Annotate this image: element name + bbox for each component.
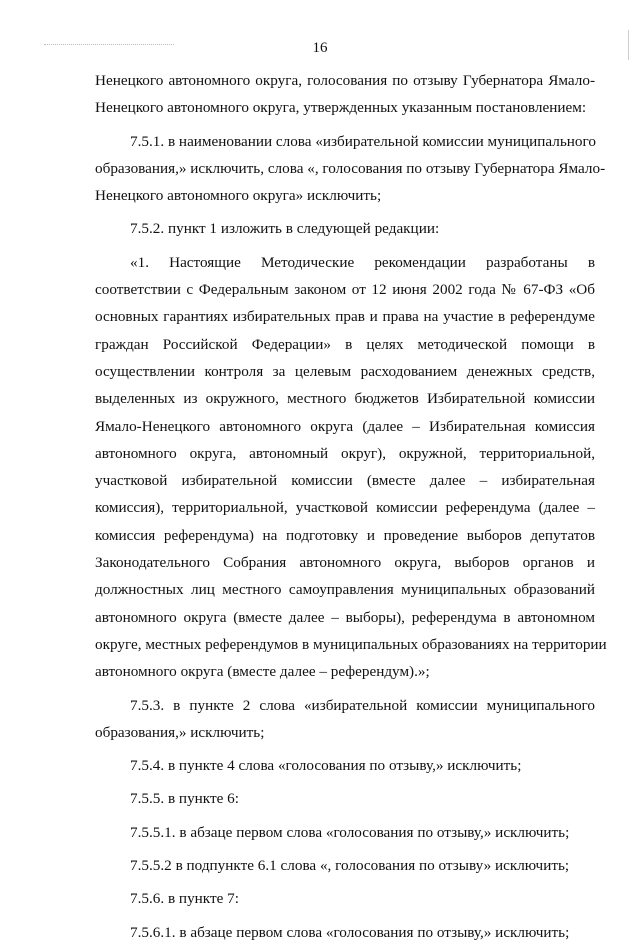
text-line: автономного округа, автономный округ), окружной, территориальной, <box>95 444 595 462</box>
text-line: соответствии с Федеральным законом от 12 июня 2002 года № 67-ФЗ «Об <box>95 281 595 299</box>
text-line: автономного округа (вместе далее – референдум).»; <box>95 663 430 681</box>
paragraph <box>95 128 606 210</box>
text-line: Ямало-Ненецкого автономного округа (далее – Избирательная комиссия <box>95 417 595 435</box>
text-line: 7.5.5.1. в абзаце первом слова «голосования по отзыву,» исключить; <box>130 823 570 841</box>
paragraph <box>95 249 607 686</box>
page-number: 16 <box>312 40 328 56</box>
text-line: 7.5.3. в пункте 2 слова «избирательной комиссии муниципального <box>130 696 595 714</box>
text-line: 7.5.1. в наименовании слова «избирательной комиссии муниципального <box>130 132 596 150</box>
text-line: участковой избирательной комиссии (вместе далее – избирательная <box>95 472 595 490</box>
text-line: «1. Настоящие Методические рекомендации разработаны в <box>130 253 595 271</box>
text-line: 7.5.5.2 в подпункте 6.1 слова «, голосования по отзыву» исключить; <box>130 857 570 875</box>
text-line: основных гарантиях избирательных прав и права на участие в референдуме <box>95 308 595 326</box>
text-line: осуществлении контроля за целевым расходованием денежных средств, <box>95 362 595 380</box>
text-line: 7.5.6.1. в абзаце первом слова «голосования по отзыву,» исключить; <box>130 923 570 941</box>
paragraph <box>95 852 595 879</box>
text-line: Ненецкого автономного округа, утвержденных указанным постановлением: <box>95 99 587 117</box>
text-line: комиссия референдума) на подготовку и проведение выборов депутатов <box>95 526 595 544</box>
text-line: образования,» исключить, слова «, голосования по отзыву Губернатора Ямало- <box>95 159 606 177</box>
paragraph <box>95 819 595 846</box>
paragraph <box>95 692 595 747</box>
text-line: комиссия), территориальной, участковой комиссии референдума (далее – <box>95 499 595 517</box>
text-line: 7.5.2. пункт 1 изложить в следующей редакции: <box>130 220 440 238</box>
text-line: Ненецкого автономного округа, голосования по отзыву Губернатора Ямало- <box>95 72 595 89</box>
text-line: 7.5.4. в пункте 4 слова «голосования по отзыву,» исключить; <box>130 757 522 775</box>
document-body <box>95 67 607 946</box>
text-line: округе, местных референдумов в муниципальных образованиях на территории <box>95 635 607 653</box>
paragraph <box>95 885 595 912</box>
text-line: 7.5.5. в пункте 6: <box>130 790 239 808</box>
paragraph <box>95 752 595 779</box>
paragraph <box>95 67 595 122</box>
paragraph <box>95 919 595 946</box>
text-line: автономного округа (вместе далее – выборы), референдума в автономном <box>95 608 595 626</box>
paragraph <box>95 215 595 242</box>
text-line: граждан Российской Федерации» в целях методической помощи в <box>95 335 595 353</box>
text-line: выделенных из окружного, местного бюджетов Избирательной комиссии <box>95 390 595 408</box>
text-line: Ненецкого автономного округа» исключить; <box>95 187 382 205</box>
paragraph <box>95 785 595 812</box>
text-line: должностных лиц местного самоуправления муниципальных образований <box>95 581 595 599</box>
text-line: Законодательного Собрания автономного округа, выборов органов и <box>95 554 595 572</box>
text-line: образования,» исключить; <box>95 723 265 741</box>
text-line: 7.5.6. в пункте 7: <box>130 890 239 908</box>
